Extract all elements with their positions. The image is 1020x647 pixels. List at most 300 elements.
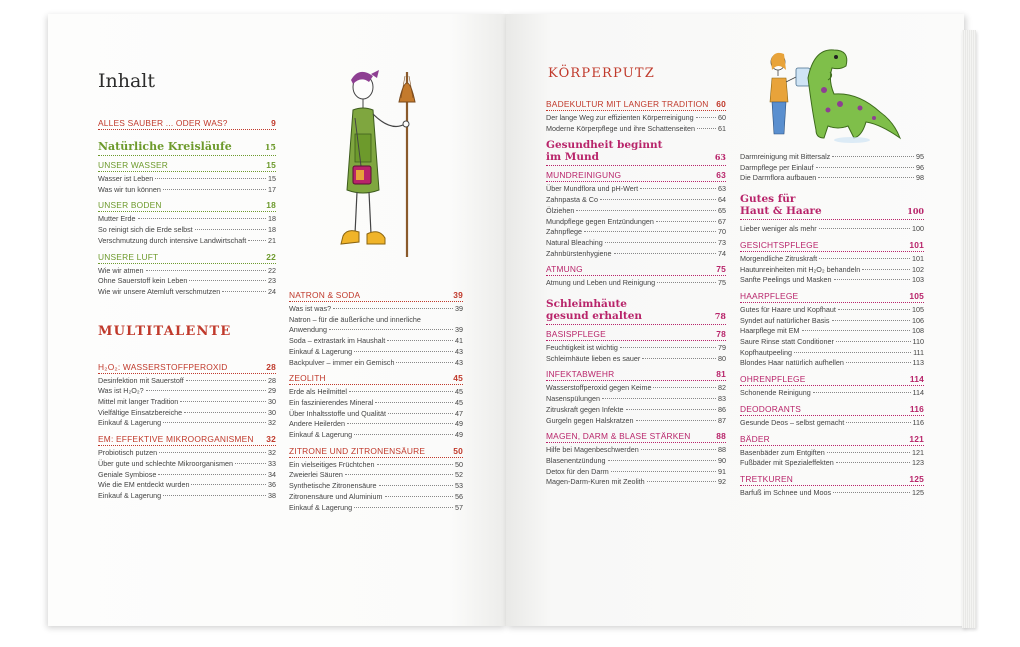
toc-entry bbox=[740, 337, 924, 348]
entry-title: Mundpflege gegen Entzündungen bbox=[546, 216, 654, 226]
entry-dot-leader bbox=[349, 391, 453, 392]
section-page: 28 bbox=[266, 361, 276, 372]
entry-title: Moderne Körperpflege und ihre Schattenseiten bbox=[546, 123, 696, 133]
entry-page: 32 bbox=[268, 448, 276, 458]
entry-page: 91 bbox=[718, 466, 726, 476]
entry-title: Natural Bleaching bbox=[546, 237, 603, 247]
entry-title: Schleimhäute lieben es sauer bbox=[546, 353, 641, 363]
toc-section bbox=[289, 373, 463, 385]
section-page: 22 bbox=[266, 251, 276, 262]
entry-list bbox=[546, 278, 726, 289]
toc-entry bbox=[98, 276, 276, 287]
entry-dot-leader bbox=[333, 308, 453, 309]
entry-page: 21 bbox=[268, 235, 276, 245]
entry-page: 36 bbox=[268, 480, 276, 490]
toc-section bbox=[740, 240, 924, 252]
entry-title: Magen-Darm-Kuren mit Zeolith bbox=[546, 477, 645, 487]
entry-dot-leader bbox=[636, 420, 717, 421]
right-chapter-header bbox=[548, 66, 748, 81]
toc-entry bbox=[546, 416, 726, 427]
entry-title: Über gute und schlechte Mikroorganismen bbox=[98, 458, 234, 468]
toc-entry bbox=[289, 398, 463, 409]
entry-list bbox=[98, 214, 276, 246]
chapter-title bbox=[546, 139, 662, 163]
entry-list bbox=[740, 488, 924, 499]
entry-title: Wasserstoffperoxid gegen Keime bbox=[546, 383, 652, 393]
entry-list bbox=[98, 376, 276, 430]
toc-entry bbox=[98, 266, 276, 277]
entry-page: 50 bbox=[455, 459, 463, 469]
entry-dot-leader bbox=[180, 401, 266, 402]
toc-entry bbox=[546, 238, 726, 249]
entry-dot-leader bbox=[836, 462, 910, 463]
toc-entry bbox=[289, 315, 463, 326]
toc-entry bbox=[546, 249, 726, 260]
entry-list bbox=[740, 152, 924, 184]
toc-entry bbox=[289, 387, 463, 398]
toc-entry bbox=[98, 386, 276, 397]
entry-dot-leader bbox=[832, 156, 914, 157]
chapter-title-line: im Mund bbox=[546, 151, 599, 164]
entry-dot-leader bbox=[347, 423, 453, 424]
entry-page: 60 bbox=[718, 113, 726, 122]
entry-title: Zahnbürstenhygiene bbox=[546, 248, 612, 258]
toc-entry bbox=[546, 405, 726, 416]
section-page: 45 bbox=[453, 373, 463, 384]
toc-entry bbox=[546, 217, 726, 228]
toc-entry bbox=[98, 491, 276, 502]
chapter-title-line: Gutes für bbox=[740, 193, 796, 206]
entry-title: Einkauf & Lagerung bbox=[289, 502, 353, 512]
toc-section bbox=[289, 290, 463, 302]
entry-dot-leader bbox=[576, 210, 716, 211]
toc-entry bbox=[289, 470, 463, 481]
entry-title: Was wir tun können bbox=[98, 184, 161, 194]
toc-entry bbox=[98, 174, 276, 185]
entry-list bbox=[740, 305, 924, 369]
entry-dot-leader bbox=[186, 380, 266, 381]
entry-dot-leader bbox=[697, 128, 716, 129]
entry-page: 105 bbox=[912, 304, 924, 314]
toc-section bbox=[98, 434, 276, 446]
chapter-page: 100 bbox=[907, 206, 924, 217]
entry-page: 88 bbox=[718, 445, 726, 455]
entry-title: Gesunde Deos – selbst gemacht bbox=[740, 417, 845, 427]
section-page: 125 bbox=[909, 473, 924, 484]
entry-title: Zweierlei Säuren bbox=[289, 470, 343, 480]
section-page: 50 bbox=[453, 445, 463, 456]
toc-entry bbox=[98, 408, 276, 419]
entry-dot-leader bbox=[375, 402, 453, 403]
entry-page: 23 bbox=[268, 276, 276, 286]
entry-dot-leader bbox=[813, 392, 911, 393]
toc-entry bbox=[740, 358, 924, 369]
right-column-1 bbox=[546, 99, 726, 488]
toc-entry bbox=[546, 227, 726, 238]
entry-page: 49 bbox=[455, 419, 463, 429]
toc-entry bbox=[546, 124, 726, 135]
entry-dot-leader bbox=[614, 253, 716, 254]
entry-list bbox=[289, 387, 463, 441]
entry-title: Wie wir unsere Atemluft verschmutzen bbox=[98, 286, 221, 296]
entry-page: 123 bbox=[912, 458, 924, 468]
entry-title: Zahnpflege bbox=[546, 227, 582, 237]
entry-dot-leader bbox=[656, 221, 716, 222]
entry-title: Was ist H₂O₂? bbox=[98, 386, 144, 396]
entry-title: Hautunreinheiten mit H₂O₂ behandeln bbox=[740, 264, 861, 274]
toc-entry bbox=[546, 113, 726, 124]
toc-entry bbox=[740, 326, 924, 337]
entry-title: Vielfältige Einsatzbereiche bbox=[98, 407, 183, 417]
entry-dot-leader bbox=[657, 282, 716, 283]
entry-page: 32 bbox=[268, 418, 276, 428]
entry-dot-leader bbox=[163, 422, 266, 423]
entry-title: Ohne Sauerstoff kein Leben bbox=[98, 276, 188, 286]
entry-list bbox=[98, 448, 276, 502]
toc-entry bbox=[289, 358, 463, 369]
entry-page: 108 bbox=[912, 326, 924, 336]
entry-title: Über Mundflora und pH-Wert bbox=[546, 184, 639, 194]
entry-page: 103 bbox=[912, 275, 924, 285]
chapter-title-line: Gesundheit beginnt bbox=[546, 139, 663, 152]
toc-section bbox=[98, 160, 276, 172]
entry-dot-leader bbox=[222, 291, 266, 292]
entry-page: 67 bbox=[718, 216, 726, 226]
chapter-title-line: gesund erhalten bbox=[546, 310, 643, 323]
section-title: INFEKTABWEHR bbox=[546, 369, 615, 380]
entry-title: Fußbäder mit Spezialeffekten bbox=[740, 458, 834, 468]
entry-title: Atmung und Leben und Reinigung bbox=[546, 278, 656, 288]
entry-title: Natron – für die äußerliche und innerliche bbox=[289, 314, 421, 324]
section-title: GESICHTSPFLEGE bbox=[740, 239, 819, 250]
section-page: 88 bbox=[716, 431, 726, 442]
section-title: EM: EFFEKTIVE MIKROORGANISMEN bbox=[98, 434, 254, 445]
entry-dot-leader bbox=[838, 309, 910, 310]
entry-title: Blasenentzündung bbox=[546, 455, 606, 465]
entry-title: Ein vielseitiges Früchtchen bbox=[289, 459, 375, 469]
entry-title: Synthetische Zitronensäure bbox=[289, 481, 377, 491]
entry-title: Soda – extrastark im Haushalt bbox=[289, 336, 386, 346]
entry-list bbox=[740, 254, 924, 286]
entry-title: Die Darmflora aufbauen bbox=[740, 173, 817, 183]
chapter-heading bbox=[98, 323, 276, 340]
entry-list bbox=[740, 448, 924, 469]
toc-section bbox=[740, 474, 924, 486]
section-title: BÄDER bbox=[740, 433, 770, 444]
toc-entry bbox=[740, 173, 924, 184]
entry-dot-leader bbox=[354, 434, 453, 435]
entry-page: 125 bbox=[912, 487, 924, 497]
chapter-page: 63 bbox=[714, 152, 726, 163]
toc-section bbox=[546, 431, 726, 443]
entry-page: 73 bbox=[718, 237, 726, 247]
chapter-title: KÖRPERPUTZ bbox=[548, 66, 656, 81]
toc-section bbox=[546, 329, 726, 341]
toc-section bbox=[98, 252, 276, 264]
entry-dot-leader bbox=[602, 398, 716, 399]
entry-title: Morgendliche Zitruskraft bbox=[740, 253, 818, 263]
entry-dot-leader bbox=[794, 352, 911, 353]
woman-with-broom-illustration bbox=[325, 62, 435, 270]
toc-entry bbox=[546, 383, 726, 394]
entry-page: 29 bbox=[268, 386, 276, 396]
entry-dot-leader bbox=[191, 484, 266, 485]
entry-page: 106 bbox=[912, 315, 924, 325]
entry-page: 92 bbox=[718, 477, 726, 487]
toc-entry bbox=[98, 236, 276, 247]
entry-title: Syndet auf natürlicher Basis bbox=[740, 315, 830, 325]
entry-page: 56 bbox=[455, 491, 463, 501]
toc-entry bbox=[740, 305, 924, 316]
entry-title: Wie wir atmen bbox=[98, 265, 144, 275]
entry-page: 57 bbox=[455, 502, 463, 512]
entry-dot-leader bbox=[640, 188, 716, 189]
entry-dot-leader bbox=[846, 422, 910, 423]
section-page: 60 bbox=[716, 99, 726, 109]
entry-page: 28 bbox=[268, 375, 276, 385]
toc-entry bbox=[546, 467, 726, 478]
chapter-title bbox=[740, 193, 822, 217]
chapter-heading bbox=[98, 141, 276, 156]
left-column-2 bbox=[289, 290, 463, 513]
toc-entry bbox=[98, 480, 276, 491]
entry-page: 33 bbox=[268, 458, 276, 468]
right-column-2 bbox=[740, 152, 924, 499]
toc-entry bbox=[546, 343, 726, 354]
toc-entry bbox=[98, 225, 276, 236]
entry-page: 100 bbox=[912, 224, 924, 234]
entry-title: Sanfte Peelings und Masken bbox=[740, 275, 832, 285]
entry-dot-leader bbox=[155, 178, 266, 179]
toc-entry bbox=[289, 347, 463, 358]
entry-page: 61 bbox=[718, 123, 726, 133]
toc-entry bbox=[289, 325, 463, 336]
toc-entry bbox=[98, 287, 276, 298]
section-page: 101 bbox=[909, 239, 924, 250]
entry-page: 87 bbox=[718, 415, 726, 425]
entry-list bbox=[740, 224, 924, 235]
entry-title: Blondes Haar natürlich aufhellen bbox=[740, 358, 844, 368]
section-page: 15 bbox=[266, 160, 276, 170]
toc-entry bbox=[740, 152, 924, 163]
entry-page: 38 bbox=[268, 490, 276, 500]
page-edge bbox=[962, 30, 976, 628]
toc-section bbox=[740, 374, 924, 386]
entry-dot-leader bbox=[611, 471, 716, 472]
entry-title: Anwendung bbox=[289, 325, 327, 335]
entry-dot-leader bbox=[608, 460, 716, 461]
entry-title: Über Inhaltsstoffe und Qualität bbox=[289, 408, 386, 418]
entry-page: 121 bbox=[912, 447, 924, 457]
section-title: ZITRONE UND ZITRONENSÄURE bbox=[289, 445, 426, 456]
toc-entry bbox=[289, 492, 463, 503]
entry-page: 83 bbox=[718, 394, 726, 404]
section-title: DEODORANTS bbox=[740, 403, 802, 414]
section-title: NATRON & SODA bbox=[289, 290, 361, 300]
entry-title: Einkauf & Lagerung bbox=[289, 430, 353, 440]
entry-dot-leader bbox=[846, 362, 911, 363]
entry-page: 90 bbox=[718, 455, 726, 465]
chapter-title-line: Schleimhäute bbox=[546, 298, 627, 311]
entry-page: 39 bbox=[455, 325, 463, 335]
entry-dot-leader bbox=[816, 167, 914, 168]
section-page: 75 bbox=[716, 264, 726, 275]
entry-title: Nasenspülungen bbox=[546, 394, 600, 404]
entry-dot-leader bbox=[626, 409, 716, 410]
entry-title: Kopfhautpeeling bbox=[740, 347, 792, 357]
entry-dot-leader bbox=[184, 412, 266, 413]
chapter-title-line: Haut & Haare bbox=[740, 205, 822, 218]
entry-page: 74 bbox=[718, 248, 726, 258]
entry-page: 45 bbox=[455, 387, 463, 397]
entry-dot-leader bbox=[388, 413, 453, 414]
entry-dot-leader bbox=[159, 452, 266, 453]
entry-page: 63 bbox=[718, 184, 726, 194]
entry-dot-leader bbox=[195, 229, 266, 230]
toc-section bbox=[546, 170, 726, 182]
toc-entry bbox=[289, 419, 463, 430]
entry-dot-leader bbox=[819, 228, 910, 229]
entry-list bbox=[546, 184, 726, 259]
toc-entry bbox=[546, 278, 726, 289]
section-title: OHRENPFLEGE bbox=[740, 374, 806, 385]
chapter-heading bbox=[546, 139, 726, 166]
entry-list bbox=[546, 383, 726, 426]
toc-entry bbox=[546, 184, 726, 195]
section-title: ZEOLITH bbox=[289, 373, 326, 384]
entry-title: Darmreinigung mit Bittersalz bbox=[740, 152, 831, 161]
entry-dot-leader bbox=[620, 347, 716, 348]
chapter-page: 15 bbox=[264, 142, 276, 152]
toc-section bbox=[98, 118, 276, 130]
entry-list bbox=[546, 445, 726, 488]
entry-dot-leader bbox=[862, 269, 910, 270]
entry-page: 53 bbox=[455, 481, 463, 491]
entry-dot-leader bbox=[827, 452, 910, 453]
entry-page: 111 bbox=[913, 347, 924, 357]
section-page: 116 bbox=[909, 403, 924, 414]
entry-page: 95 bbox=[916, 152, 924, 161]
entry-page: 39 bbox=[455, 304, 463, 313]
section-page: 81 bbox=[716, 369, 726, 380]
entry-title: Schonende Reinigung bbox=[740, 388, 811, 398]
entry-page: 30 bbox=[268, 397, 276, 407]
toc-entry bbox=[740, 488, 924, 499]
entry-dot-leader bbox=[647, 481, 716, 482]
section-page: 63 bbox=[716, 170, 726, 181]
toc-entry bbox=[289, 430, 463, 441]
entry-list bbox=[740, 388, 924, 399]
entry-title: Backpulver – immer ein Gemisch bbox=[289, 357, 395, 367]
toc-entry bbox=[289, 481, 463, 492]
entry-title: Ölziehen bbox=[546, 205, 575, 215]
entry-dot-leader bbox=[163, 189, 266, 190]
entry-title: Verschmutzung durch intensive Landwirtschaft bbox=[98, 235, 247, 245]
entry-page: 101 bbox=[912, 253, 924, 263]
entry-title: Saure Rinse statt Conditioner bbox=[740, 337, 834, 347]
entry-title: Andere Heilerden bbox=[289, 419, 345, 429]
entry-dot-leader bbox=[584, 231, 716, 232]
entry-dot-leader bbox=[605, 242, 716, 243]
entry-page: 65 bbox=[718, 205, 726, 215]
entry-title: Darmpflege per Einlauf bbox=[740, 162, 814, 172]
entry-title: Zitruskraft gegen Infekte bbox=[546, 404, 624, 414]
entry-dot-leader bbox=[138, 218, 266, 219]
toc-entry bbox=[546, 456, 726, 467]
entry-dot-leader bbox=[235, 463, 266, 464]
entry-page: 80 bbox=[718, 353, 726, 363]
entry-dot-leader bbox=[146, 270, 266, 271]
entry-page: 102 bbox=[912, 264, 924, 274]
entry-list bbox=[546, 343, 726, 364]
entry-page: 24 bbox=[268, 286, 276, 296]
entry-list bbox=[289, 304, 463, 368]
entry-dot-leader bbox=[802, 330, 910, 331]
entry-dot-leader bbox=[819, 258, 910, 259]
entry-page: 64 bbox=[718, 195, 726, 205]
toc-entry bbox=[740, 265, 924, 276]
entry-title: Desinfektion mit Sauerstoff bbox=[98, 375, 184, 385]
entry-dot-leader bbox=[189, 280, 266, 281]
section-title: BASISPFLEGE bbox=[546, 329, 606, 340]
toc-title: Inhalt bbox=[98, 70, 156, 92]
entry-page: 17 bbox=[268, 184, 276, 194]
toc-entry bbox=[289, 409, 463, 420]
toc-entry bbox=[289, 460, 463, 471]
entry-dot-leader bbox=[653, 387, 716, 388]
toc-entry bbox=[98, 470, 276, 481]
toc-section bbox=[289, 446, 463, 458]
toc-entry bbox=[98, 418, 276, 429]
entry-list bbox=[546, 113, 726, 134]
entry-dot-leader bbox=[832, 320, 911, 321]
section-title: UNSERE LUFT bbox=[98, 251, 159, 262]
toc-entry bbox=[546, 206, 726, 217]
entry-page: 110 bbox=[912, 337, 924, 347]
entry-page: 18 bbox=[268, 225, 276, 235]
toc-entry bbox=[740, 348, 924, 359]
left-column-1 bbox=[98, 118, 276, 502]
entry-list bbox=[740, 418, 924, 429]
entry-dot-leader bbox=[163, 495, 266, 496]
entry-page: 41 bbox=[455, 336, 463, 346]
section-title: TRETKUREN bbox=[740, 473, 793, 484]
entry-title: Basenbäder zum Entgiften bbox=[740, 447, 825, 457]
section-title: ATMUNG bbox=[546, 264, 583, 275]
entry-list bbox=[98, 174, 276, 195]
chapter-title: Natürliche Kreisläufe bbox=[98, 140, 232, 153]
toc-entry bbox=[289, 503, 463, 514]
entry-page: 114 bbox=[912, 388, 924, 398]
entry-title: Einkauf & Lagerung bbox=[289, 346, 353, 356]
entry-title: Mutter Erde bbox=[98, 214, 136, 224]
entry-page: 98 bbox=[916, 173, 924, 183]
entry-dot-leader bbox=[834, 279, 910, 280]
section-title: UNSER WASSER bbox=[98, 160, 169, 170]
entry-title: Was ist was? bbox=[289, 304, 332, 313]
section-title: HAARPFLEGE bbox=[740, 290, 799, 301]
entry-page: 70 bbox=[718, 227, 726, 237]
entry-title: Gurgeln gegen Halskratzen bbox=[546, 415, 634, 425]
entry-title: Hilfe bei Magenbeschwerden bbox=[546, 445, 639, 455]
toc-section bbox=[98, 200, 276, 212]
toc-section bbox=[546, 99, 726, 111]
entry-page: 30 bbox=[268, 407, 276, 417]
entry-dot-leader bbox=[387, 340, 453, 341]
entry-dot-leader bbox=[836, 341, 911, 342]
chapter-page: 78 bbox=[714, 311, 726, 322]
entry-title: Detox für den Darm bbox=[546, 466, 609, 476]
